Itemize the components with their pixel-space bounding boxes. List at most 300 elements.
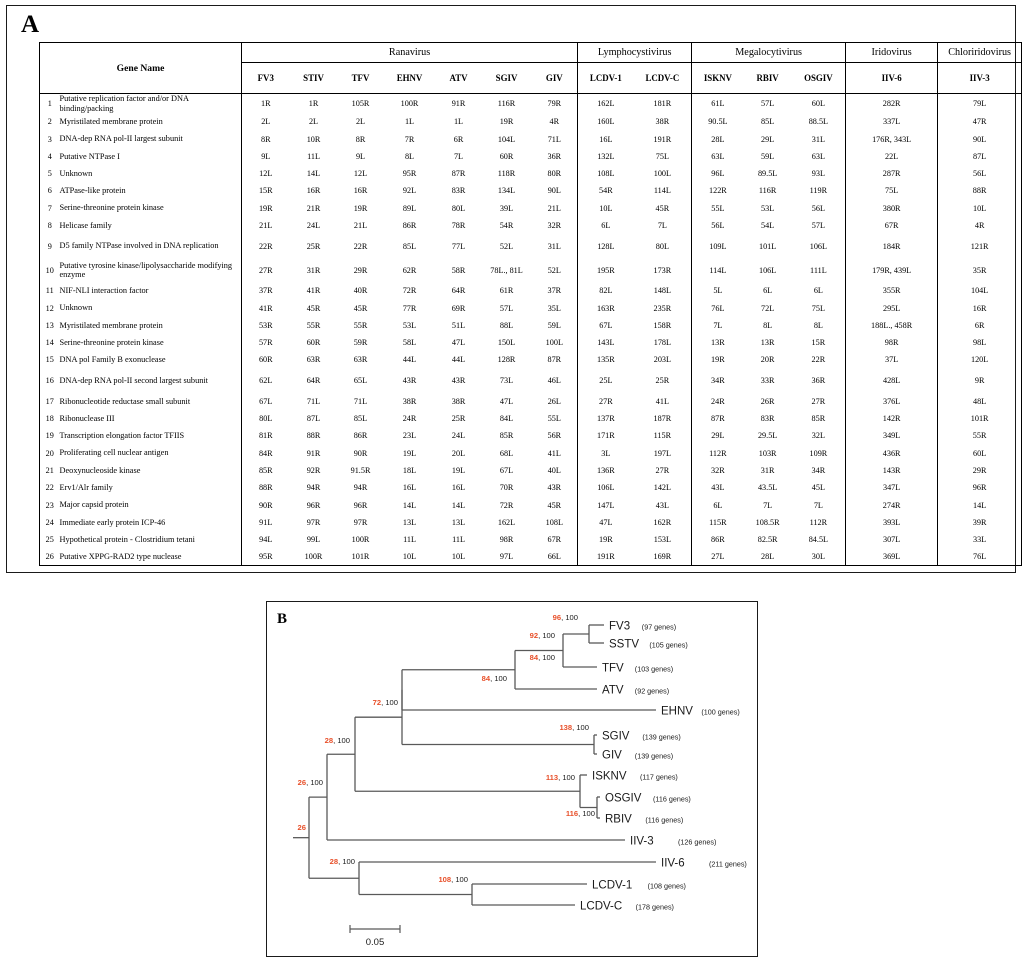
gene-name-cell: D5 family NTPase involved in DNA replication bbox=[60, 234, 242, 258]
table-group-header-row bbox=[40, 43, 1022, 63]
cell-fv3: 60R bbox=[242, 351, 290, 368]
cell-atv: 87R bbox=[451, 169, 466, 179]
row-index: 25 bbox=[45, 535, 54, 545]
row-index: 10 bbox=[45, 265, 54, 275]
cell-ehnv: 100R bbox=[400, 99, 419, 109]
cell-fv3: 81R bbox=[242, 427, 290, 444]
cell-sgiv: 84L bbox=[499, 414, 514, 424]
tree-leaf-genecount-lcdv-c: (178 genes) bbox=[635, 902, 674, 912]
cell-stiv: 91R bbox=[306, 448, 321, 458]
cell-isknv: 56L bbox=[692, 217, 744, 234]
cell-fv3: 95R bbox=[242, 548, 290, 565]
cell-lcdv-c: 235R bbox=[653, 303, 672, 313]
cell-tfv: 16R bbox=[353, 186, 368, 196]
cell-iiv-3: 55R bbox=[938, 427, 1022, 444]
bootstrap-support-4: 72 bbox=[372, 698, 382, 707]
cell-isknv: 7L bbox=[692, 317, 744, 334]
cell-sgiv: 68L bbox=[499, 448, 514, 458]
tree-leaf-genecount-osgiv: (116 genes) bbox=[653, 794, 691, 804]
row-index: 5 bbox=[47, 169, 52, 179]
cell-giv: 56R bbox=[547, 431, 562, 441]
cell-osgiv: 34R bbox=[811, 465, 826, 475]
group-header-iridovirus: Iridovirus bbox=[846, 43, 938, 63]
row-index: 14 bbox=[45, 338, 54, 348]
row-index: 1 bbox=[47, 99, 52, 109]
cell-lcdv-1: 82L bbox=[578, 282, 634, 299]
cell-isknv: 27L bbox=[692, 548, 744, 565]
tree-scale-bar bbox=[350, 925, 400, 948]
cell-lcdv-c: 181R bbox=[653, 99, 672, 109]
gene-name-cell: Helicase family bbox=[60, 217, 242, 234]
cell-sgiv: 88L bbox=[499, 320, 514, 330]
cell-lcdv-c: 162R bbox=[653, 517, 672, 527]
table-header bbox=[40, 43, 1022, 94]
row-index: 24 bbox=[45, 517, 54, 527]
bootstrap-secondary-1: , 100 bbox=[538, 631, 555, 640]
cell-lcdv-c: 38R bbox=[655, 117, 670, 127]
cell-lcdv-1: 47L bbox=[578, 514, 634, 531]
cell-atv: 25R bbox=[451, 414, 466, 424]
tree-leaf-genecount-iiv-6: (211 genes) bbox=[709, 859, 747, 869]
cell-isknv: 24R bbox=[692, 393, 744, 410]
cell-iiv-3: 48L bbox=[938, 393, 1022, 410]
cell-ehnv: 11L bbox=[403, 535, 416, 545]
cell-lcdv-1: 108L bbox=[578, 165, 634, 182]
cell-sgiv: 128R bbox=[497, 355, 516, 365]
cell-iiv-3: 120L bbox=[938, 351, 1022, 368]
cell-iiv-3: 16R bbox=[938, 299, 1022, 316]
table-row bbox=[40, 113, 1022, 130]
cell-rbiv: 8L bbox=[763, 320, 773, 330]
tree-leaf-rbiv: RBIV bbox=[605, 813, 632, 826]
tree-leaf-sgiv: SGIV bbox=[602, 730, 630, 743]
cell-rbiv: 54L bbox=[761, 220, 775, 230]
bootstrap-secondary-2: , 100 bbox=[538, 653, 555, 662]
cell-lcdv-1: 143L bbox=[578, 334, 634, 351]
gene-name-cell: ATPase-like protein bbox=[60, 182, 242, 199]
cell-rbiv: 106L bbox=[758, 265, 777, 275]
cell-stiv: 87L bbox=[306, 414, 321, 424]
cell-iiv-6: 176R, 343L bbox=[846, 130, 938, 147]
cell-lcdv-c: 153L bbox=[653, 535, 672, 545]
cell-iiv-3: 29R bbox=[938, 462, 1022, 479]
cell-iiv-6: 188L., 458R bbox=[846, 317, 938, 334]
table-row bbox=[40, 200, 1022, 217]
table-row bbox=[40, 548, 1022, 565]
bootstrap-support-10: 26 bbox=[297, 823, 306, 832]
column-header-atv: ATV bbox=[436, 63, 482, 94]
cell-fv3: 41R bbox=[242, 299, 290, 316]
cell-sgiv: 52L bbox=[499, 241, 514, 251]
bootstrap-value-8 bbox=[566, 809, 595, 818]
cell-stiv: 64R bbox=[306, 376, 321, 386]
gene-name-cell: Major capsid protein bbox=[60, 496, 242, 513]
cell-atv: 91R bbox=[451, 99, 466, 109]
cell-osgiv: 119R bbox=[809, 186, 828, 196]
column-header-osgiv: OSGIV bbox=[792, 63, 846, 94]
cell-ehnv: 58L bbox=[402, 338, 417, 348]
cell-iiv-6: 376L bbox=[846, 393, 938, 410]
cell-iiv-6: 307L bbox=[846, 531, 938, 548]
cell-iiv-6: 428L bbox=[846, 369, 938, 393]
cell-fv3: 21L bbox=[242, 217, 290, 234]
cell-rbiv: 13R bbox=[760, 338, 775, 348]
cell-lcdv-1: 19R bbox=[578, 531, 634, 548]
row-index: 7 bbox=[47, 203, 52, 213]
cell-stiv: 45R bbox=[306, 303, 321, 313]
cell-lcdv-1: 147L bbox=[578, 496, 634, 513]
cell-isknv: 76L bbox=[692, 299, 744, 316]
table-row bbox=[40, 234, 1022, 258]
cell-rbiv: 31R bbox=[760, 465, 775, 475]
row-index: 17 bbox=[45, 396, 54, 406]
table-body bbox=[40, 94, 1022, 566]
table-row bbox=[40, 351, 1022, 368]
cell-tfv: 2L bbox=[355, 117, 366, 127]
gene-name-cell: Proliferating cell nuclear antigen bbox=[60, 445, 242, 462]
table-row bbox=[40, 258, 1022, 282]
bootstrap-secondary-8: , 100 bbox=[578, 809, 595, 818]
bootstrap-value-12 bbox=[438, 875, 468, 884]
cell-giv: 108L bbox=[545, 517, 563, 527]
table-row bbox=[40, 479, 1022, 496]
cell-lcdv-c: 169R bbox=[653, 552, 672, 562]
cell-lcdv-c: 197L bbox=[653, 448, 672, 458]
table-row bbox=[40, 393, 1022, 410]
cell-iiv-6: 143R bbox=[846, 462, 938, 479]
gene-name-cell: Ribonuclease III bbox=[60, 410, 242, 427]
cell-lcdv-1: 136R bbox=[578, 462, 634, 479]
cell-lcdv-1: 54R bbox=[578, 182, 634, 199]
cell-ehnv: 92L bbox=[402, 186, 417, 196]
group-header-ranavirus: Ranavirus bbox=[242, 43, 578, 63]
cell-rbiv: 26R bbox=[760, 396, 775, 406]
cell-osgiv: 60L bbox=[811, 99, 825, 109]
cell-atv: 58R bbox=[451, 265, 466, 275]
cell-atv: 14L bbox=[451, 500, 466, 510]
cell-fv3: 53R bbox=[242, 317, 290, 334]
cell-iiv-3: 98L bbox=[938, 334, 1022, 351]
cell-tfv: 91.5R bbox=[350, 465, 371, 475]
cell-lcdv-c: 187R bbox=[653, 414, 672, 424]
row-index: 13 bbox=[45, 320, 54, 330]
cell-lcdv-1: 25L bbox=[578, 369, 634, 393]
cell-iiv-6: 75L bbox=[846, 182, 938, 199]
table-row bbox=[40, 282, 1022, 299]
cell-atv: 44L bbox=[451, 355, 466, 365]
cell-isknv: 86R bbox=[692, 531, 744, 548]
gene-name-cell: Unknown bbox=[60, 299, 242, 316]
cell-iiv-3: 10L bbox=[938, 200, 1022, 217]
cell-stiv: 14L bbox=[306, 169, 321, 179]
panel-a-label: A bbox=[21, 11, 40, 38]
bootstrap-support-5: 138 bbox=[559, 723, 573, 732]
cell-atv: 51L bbox=[451, 320, 466, 330]
column-header-iiv-3: IIV-3 bbox=[938, 63, 1022, 94]
cell-ehnv: 24R bbox=[402, 414, 417, 424]
tree-leaf-genecount-lcdv-1: (108 genes) bbox=[647, 881, 686, 891]
cell-tfv: 45R bbox=[353, 303, 368, 313]
cell-iiv-3: 33L bbox=[938, 531, 1022, 548]
cell-fv3: 67L bbox=[242, 393, 290, 410]
cell-isknv: 87R bbox=[692, 410, 744, 427]
cell-iiv-3: 6R bbox=[938, 317, 1022, 334]
row-index: 4 bbox=[47, 151, 52, 161]
bootstrap-secondary-5: , 100 bbox=[572, 723, 589, 732]
cell-sgiv: 73L bbox=[499, 376, 514, 386]
cell-isknv: 32R bbox=[692, 462, 744, 479]
cell-stiv: 92R bbox=[306, 465, 321, 475]
cell-ehnv: 62R bbox=[402, 265, 417, 275]
cell-giv: 79R bbox=[547, 99, 562, 109]
column-header-lcdv-1: LCDV-1 bbox=[578, 63, 634, 94]
cell-atv: 43R bbox=[451, 376, 466, 386]
column-header-rbiv: RBIV bbox=[744, 63, 792, 94]
cell-isknv: 6L bbox=[692, 496, 744, 513]
row-index: 9 bbox=[47, 241, 52, 251]
cell-lcdv-c: 178L bbox=[653, 338, 672, 348]
cell-lcdv-1: 163R bbox=[578, 299, 634, 316]
cell-atv: 83R bbox=[451, 186, 466, 196]
table-row bbox=[40, 514, 1022, 531]
cell-stiv: 97R bbox=[306, 517, 321, 527]
cell-tfv: 94R bbox=[353, 483, 368, 493]
cell-rbiv: 108.5R bbox=[755, 517, 780, 527]
cell-fv3: 57R bbox=[242, 334, 290, 351]
panel-a-table-container bbox=[6, 5, 1016, 573]
tree-leaf-labels bbox=[580, 621, 747, 913]
cell-rbiv: 72L bbox=[761, 303, 775, 313]
cell-atv: 6R bbox=[453, 134, 464, 144]
cell-isknv: 55L bbox=[692, 200, 744, 217]
cell-lcdv-1: 160L bbox=[578, 113, 634, 130]
column-header-giv: GIV bbox=[532, 63, 578, 94]
cell-atv: 38R bbox=[451, 396, 466, 406]
gene-name-cell: DNA-dep RNA pol-II largest subunit bbox=[60, 130, 242, 147]
cell-atv: 7L bbox=[453, 151, 464, 161]
cell-osgiv: 63L bbox=[811, 151, 825, 161]
cell-ehnv: 13L bbox=[402, 517, 417, 527]
cell-atv: 64R bbox=[451, 286, 466, 296]
cell-giv: 45R bbox=[547, 500, 562, 510]
cell-iiv-6: 436R bbox=[846, 445, 938, 462]
cell-ehnv: 38R bbox=[402, 396, 417, 406]
cell-tfv: 12L bbox=[353, 169, 368, 179]
cell-sgiv: 70R bbox=[499, 483, 514, 493]
row-index: 26 bbox=[45, 552, 54, 562]
cell-fv3: 22R bbox=[242, 234, 290, 258]
cell-giv: 55L bbox=[547, 414, 561, 424]
cell-atv: 78R bbox=[451, 220, 466, 230]
column-header-iiv-6: IIV-6 bbox=[846, 63, 938, 94]
cell-tfv: 97R bbox=[353, 517, 368, 527]
cell-isknv: 109L bbox=[692, 234, 744, 258]
group-header-megalocytivirus: Megalocytivirus bbox=[692, 43, 846, 63]
cell-lcdv-1: 6L bbox=[578, 217, 634, 234]
column-header-gene-name: Gene Name bbox=[40, 43, 242, 94]
cell-giv: 100L bbox=[545, 338, 563, 348]
row-index: 12 bbox=[45, 303, 54, 313]
bootstrap-value-0 bbox=[553, 613, 578, 622]
cell-lcdv-1: 195R bbox=[578, 258, 634, 282]
cell-tfv: 19R bbox=[353, 203, 368, 213]
column-header-isknv: ISKNV bbox=[692, 63, 744, 94]
phylogenetic-tree bbox=[267, 602, 756, 955]
gene-name-cell: Deoxynucleoside kinase bbox=[60, 462, 242, 479]
cell-iiv-6: 380R bbox=[846, 200, 938, 217]
cell-tfv: 86R bbox=[353, 431, 368, 441]
cell-iiv-6: 22L bbox=[846, 148, 938, 165]
cell-lcdv-c: 43L bbox=[655, 500, 669, 510]
cell-sgiv: 78L., 81L bbox=[490, 265, 523, 275]
cell-lcdv-c: 191R bbox=[653, 134, 672, 144]
cell-tfv: 63R bbox=[353, 355, 368, 365]
cell-lcdv-c: 25R bbox=[655, 376, 670, 386]
cell-iiv-6: 184R bbox=[846, 234, 938, 258]
cell-sgiv: 60R bbox=[499, 151, 514, 161]
cell-iiv-3: 101R bbox=[938, 410, 1022, 427]
table-row bbox=[40, 462, 1022, 479]
bootstrap-support-6: 28 bbox=[324, 736, 334, 745]
cell-osgiv: 111L bbox=[810, 265, 827, 275]
cell-iiv-6: 347L bbox=[846, 479, 938, 496]
cell-tfv: 96R bbox=[353, 500, 368, 510]
cell-rbiv: 89.5L bbox=[757, 169, 778, 179]
gene-name-cell: Putative replication factor and/or DNA binding/packing bbox=[60, 94, 242, 114]
cell-giv: 80R bbox=[547, 169, 562, 179]
cell-rbiv: 6L bbox=[763, 286, 773, 296]
cell-ehnv: 7R bbox=[404, 134, 415, 144]
cell-iiv-6: 287R bbox=[846, 165, 938, 182]
row-index: 2 bbox=[47, 117, 52, 127]
cell-fv3: 62L bbox=[242, 369, 290, 393]
column-header-stiv: STIV bbox=[290, 63, 338, 94]
cell-sgiv: 57L bbox=[499, 303, 514, 313]
cell-ehnv: 16L bbox=[402, 483, 417, 493]
bootstrap-value-2 bbox=[530, 653, 555, 662]
cell-fv3: 15R bbox=[242, 182, 290, 199]
cell-atv: 10L bbox=[451, 552, 466, 562]
tree-leaf-lcdv-1: LCDV-1 bbox=[592, 879, 633, 892]
column-header-fv3: FV3 bbox=[242, 63, 290, 94]
bootstrap-support-7: 113 bbox=[545, 773, 559, 782]
cell-isknv: 112R bbox=[692, 445, 744, 462]
bootstrap-support-11: 28 bbox=[329, 857, 339, 866]
cell-giv: 90L bbox=[547, 186, 561, 196]
cell-fv3: 90R bbox=[242, 496, 290, 513]
cell-ehnv: 53L bbox=[402, 320, 417, 330]
cell-osgiv: 45L bbox=[811, 483, 825, 493]
tree-leaf-genecount-fv3: (97 genes) bbox=[641, 622, 677, 632]
cell-giv: 59L bbox=[547, 320, 561, 330]
column-header-sgiv: SGIV bbox=[482, 63, 532, 94]
bootstrap-secondary-0: , 100 bbox=[561, 613, 578, 622]
row-index: 21 bbox=[45, 465, 54, 475]
cell-lcdv-1: 137R bbox=[578, 410, 634, 427]
panel-b-tree-container bbox=[266, 601, 758, 957]
cell-giv: 66L bbox=[547, 552, 561, 562]
cell-rbiv: 29.5L bbox=[757, 431, 778, 441]
tree-leaf-fv3: FV3 bbox=[609, 620, 631, 633]
cell-iiv-3: 47R bbox=[938, 113, 1022, 130]
cell-fv3: 1R bbox=[242, 94, 290, 114]
cell-osgiv: 109R bbox=[809, 448, 828, 458]
tree-leaf-genecount-sstv: (105 genes) bbox=[649, 640, 688, 650]
cell-iiv-6: 142R bbox=[846, 410, 938, 427]
cell-ehnv: 44L bbox=[402, 355, 417, 365]
cell-osgiv: 93L bbox=[811, 169, 825, 179]
tree-leaf-giv: GIV bbox=[602, 749, 622, 762]
cell-sgiv: 54R bbox=[499, 220, 514, 230]
cell-stiv: 25R bbox=[306, 241, 321, 251]
cell-tfv: 40R bbox=[353, 286, 368, 296]
cell-giv: 52L bbox=[547, 265, 561, 275]
table-row bbox=[40, 148, 1022, 165]
cell-lcdv-c: 45R bbox=[655, 203, 670, 213]
table-row bbox=[40, 299, 1022, 316]
bootstrap-support-9: 26 bbox=[297, 778, 307, 787]
table-row bbox=[40, 410, 1022, 427]
cell-lcdv-1: 3L bbox=[578, 445, 634, 462]
table-row bbox=[40, 531, 1022, 548]
cell-rbiv: 85L bbox=[761, 117, 775, 127]
cell-lcdv-c: 7L bbox=[657, 220, 667, 230]
table-row bbox=[40, 165, 1022, 182]
cell-tfv: 55R bbox=[353, 320, 368, 330]
cell-lcdv-c: 100L bbox=[653, 169, 672, 179]
bootstrap-support-0: 96 bbox=[552, 613, 562, 622]
cell-ehnv: 14L bbox=[402, 500, 417, 510]
cell-ehnv: 85L bbox=[402, 241, 417, 251]
cell-isknv: 13R bbox=[692, 334, 744, 351]
cell-giv: 37R bbox=[547, 286, 562, 296]
cell-tfv: 105R bbox=[351, 99, 370, 109]
tree-leaf-genecount-atv: (92 genes) bbox=[634, 686, 670, 696]
cell-sgiv: 162L bbox=[497, 517, 516, 527]
cell-stiv: 2L bbox=[308, 117, 319, 127]
cell-rbiv: 59L bbox=[761, 151, 775, 161]
cell-sgiv: 72R bbox=[499, 500, 514, 510]
cell-sgiv: 39L bbox=[499, 203, 514, 213]
cell-giv: 35L bbox=[547, 303, 561, 313]
cell-rbiv: 116R bbox=[758, 186, 777, 196]
cell-rbiv: 43.5L bbox=[757, 483, 778, 493]
gene-name-cell: Transcription elongation factor TFIIS bbox=[60, 427, 242, 444]
cell-stiv: 16R bbox=[306, 186, 321, 196]
cell-iiv-3: 9R bbox=[938, 369, 1022, 393]
cell-stiv: 11L bbox=[307, 151, 320, 161]
cell-isknv: 63L bbox=[692, 148, 744, 165]
cell-rbiv: 29L bbox=[761, 134, 775, 144]
cell-isknv: 90.5L bbox=[692, 113, 744, 130]
group-header-chloriridovirus: Chloriridovirus bbox=[938, 43, 1022, 63]
cell-stiv: 1R bbox=[308, 99, 319, 109]
bootstrap-value-4 bbox=[373, 698, 398, 707]
cell-lcdv-c: 173R bbox=[653, 265, 672, 275]
cell-atv: 69R bbox=[451, 303, 466, 313]
cell-iiv-3: 39R bbox=[938, 514, 1022, 531]
cell-iiv-3: 90L bbox=[938, 130, 1022, 147]
table-row bbox=[40, 369, 1022, 393]
gene-table-wrapper bbox=[39, 42, 1012, 566]
cell-atv: 20L bbox=[451, 448, 466, 458]
tree-leaf-genecount-tfv: (103 genes) bbox=[634, 664, 674, 674]
bootstrap-support-2: 84 bbox=[529, 653, 539, 662]
cell-ehnv: 18L bbox=[402, 465, 417, 475]
table-row bbox=[40, 94, 1022, 114]
cell-isknv: 122R bbox=[692, 182, 744, 199]
cell-osgiv: 8L bbox=[813, 320, 823, 330]
